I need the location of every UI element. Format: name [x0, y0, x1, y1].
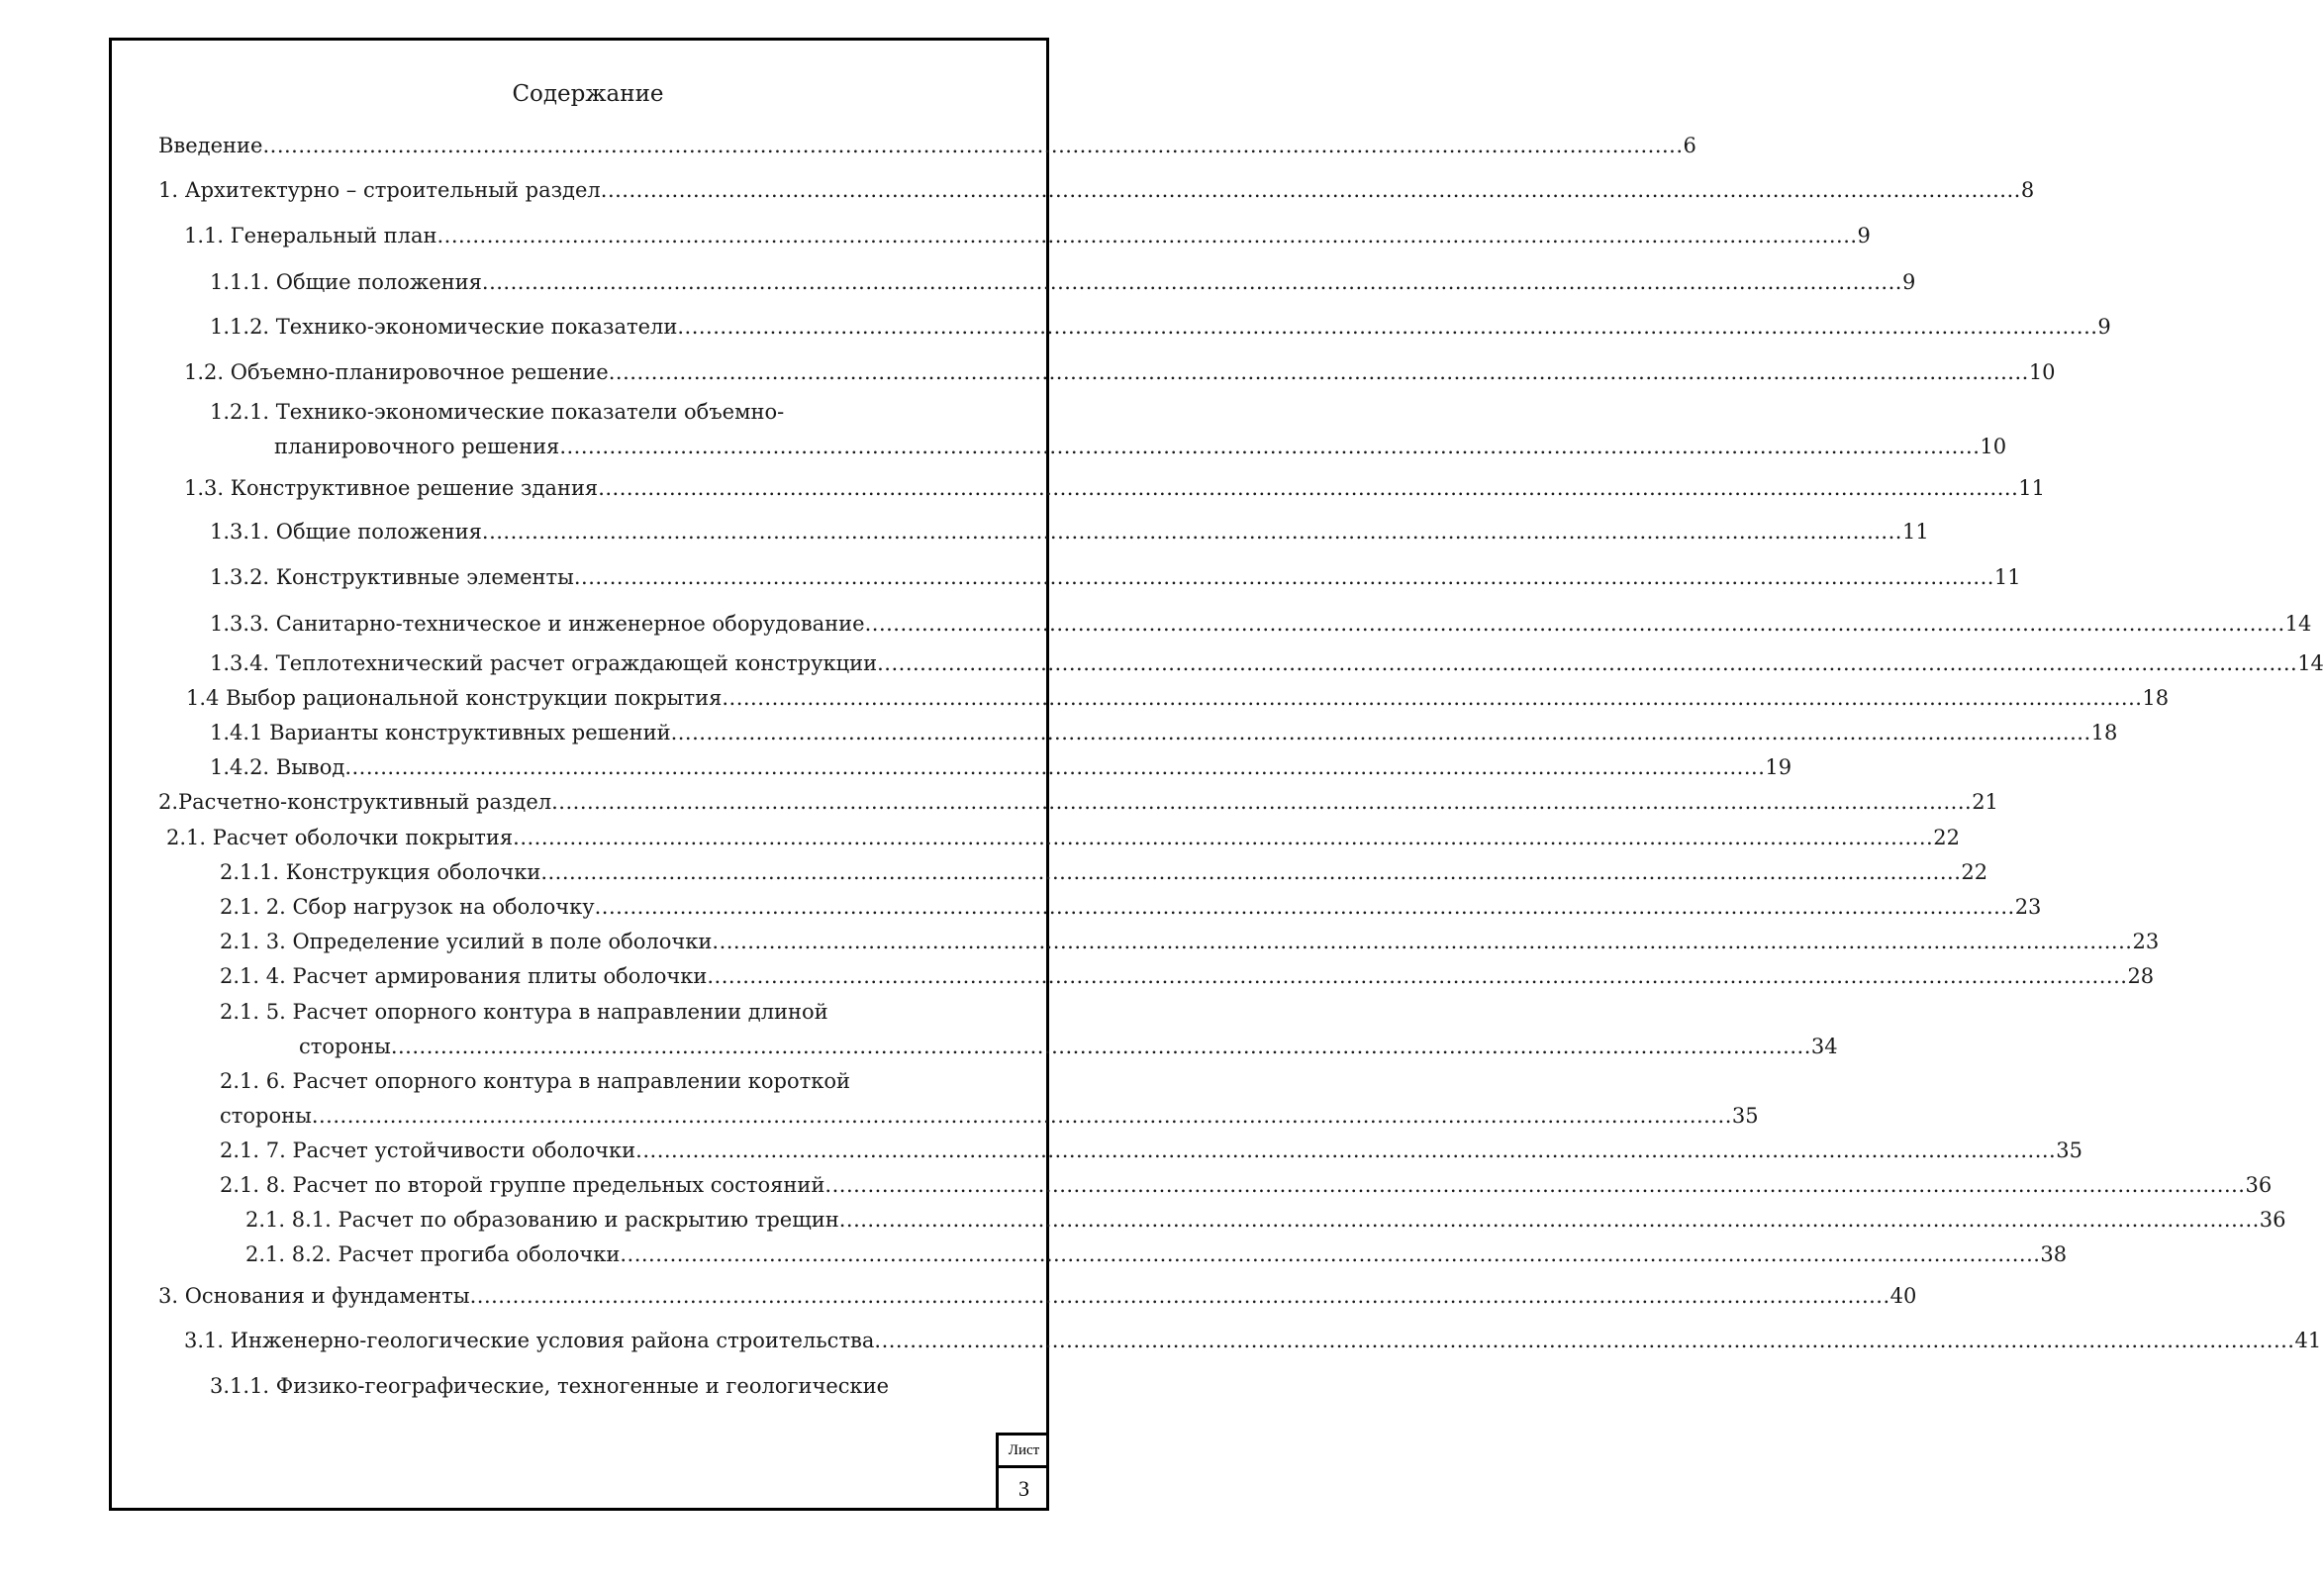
toc-entry	[220, 997, 828, 1027]
dot-leader: ........................................................................................................................................................................................................	[874, 1329, 2295, 1352]
dot-leader: ........................................................................................................................................................................................................	[481, 270, 1902, 294]
dot-leader: ........................................................................................................................................................................................................	[436, 224, 1858, 248]
toc-entry-page: 21	[1972, 790, 1998, 814]
toc-entry-title: 1.4.2. Вывод	[210, 755, 345, 779]
toc-entry-title: 1.2.1. Технико-экономические показатели объемно-	[210, 400, 785, 424]
toc-entry-page: 34	[1810, 1035, 1838, 1058]
dot-leader: ........................................................................................................................................................................................................	[559, 435, 1981, 458]
toc-entry	[220, 961, 2155, 991]
toc-entry	[210, 752, 1792, 782]
toc-entry-page: 18	[2142, 686, 2170, 710]
toc-entry-page: 8	[2020, 178, 2035, 202]
toc-entry-title: 2.1. 7. Расчет устойчивости оболочки	[220, 1139, 636, 1162]
dot-leader: ........................................................................................................................................................................................................	[635, 1139, 2057, 1162]
toc-entry-title: стороны	[220, 1104, 312, 1128]
toc-entry	[220, 927, 2160, 956]
toc-entry-title: 2.1. 8. Расчет по второй группе предельных состояний	[220, 1173, 825, 1197]
toc-entry-page: 6	[1683, 134, 1696, 157]
toc-entry-page: 38	[2040, 1242, 2068, 1266]
dot-leader: ........................................................................................................................................................................................................	[712, 930, 2133, 953]
dot-leader: ........................................................................................................................................................................................................	[707, 964, 2128, 988]
toc-entry-title: 1.1.1. Общие положения	[210, 270, 482, 294]
toc-entry	[210, 1371, 889, 1401]
toc-entry	[158, 131, 1696, 160]
dot-leader: ........................................................................................................................................................................................................	[877, 651, 2298, 675]
dot-leader: ........................................................................................................................................................................................................	[838, 1208, 2260, 1232]
toc-entry	[210, 312, 2111, 342]
toc-entry	[184, 357, 2056, 387]
toc-entry-title: 2.1. 8.1. Расчет по образованию и раскрытию трещин	[245, 1208, 839, 1232]
toc-entry-title: 2.1. 5. Расчет опорного контура в направлении длиной	[220, 1000, 828, 1024]
toc-entry-page: 35	[2056, 1139, 2082, 1162]
toc-entry-title: 3. Основания и фундаменты	[158, 1284, 470, 1308]
toc-entry-page: 9	[1857, 224, 1871, 248]
toc-entry-title: 2.1. Расчет оболочки покрытия	[166, 826, 514, 849]
toc-entry-title: 1.4.1 Варианты конструктивных решений	[210, 721, 671, 744]
toc-entry-title: 2.1. 4. Расчет армирования плиты оболочки	[220, 964, 708, 988]
toc-entry-title: Введение	[158, 134, 263, 157]
toc-entry-page: 9	[1901, 270, 1916, 294]
dot-leader: ........................................................................................................................................................................................................	[824, 1173, 2246, 1197]
toc-entry	[245, 1239, 2068, 1269]
sheet-stamp	[996, 1433, 1049, 1511]
toc-entry-page: 41	[2294, 1329, 2322, 1352]
toc-entry-page: 23	[2132, 930, 2160, 953]
toc-entry-title: 1.3.1. Общие положения	[210, 520, 482, 544]
toc-entry	[184, 473, 2045, 503]
sheet-label: Лист	[999, 1433, 1049, 1468]
dot-leader: ........................................................................................................................................................................................................	[481, 520, 1902, 544]
dot-leader: ........................................................................................................................................................................................................	[469, 1284, 1890, 1308]
toc-entry-page: 11	[2018, 476, 2045, 500]
toc-entry-title: 1.3.3. Санитарно-техническое и инженерное оборудование	[210, 612, 865, 636]
toc-entry	[220, 892, 2042, 922]
dot-leader: ........................................................................................................................................................................................................	[311, 1104, 1732, 1128]
toc-entry	[158, 175, 2035, 205]
toc-entry-title: 2.1. 6. Расчет опорного контура в направлении короткой	[220, 1069, 851, 1093]
dot-leader: ........................................................................................................................................................................................................	[513, 826, 1934, 849]
toc-entry	[186, 683, 2170, 713]
toc-entry	[210, 562, 2021, 592]
toc-entry-title: 1. Архитектурно – строительный раздел	[158, 178, 601, 202]
dot-leader: ........................................................................................................................................................................................................	[677, 315, 2098, 339]
toc-entry-page: 36	[2259, 1208, 2286, 1232]
toc-entry	[210, 718, 2118, 747]
toc-entry	[220, 1101, 1759, 1131]
page-title: Содержание	[512, 81, 664, 107]
toc-entry	[274, 432, 2007, 461]
toc-entry-page: 14	[2284, 612, 2312, 636]
toc-entry-page: 40	[1889, 1284, 1917, 1308]
toc-entry-page: 22	[1933, 826, 1960, 849]
toc-entry-page: 35	[1731, 1104, 1759, 1128]
dot-leader: ........................................................................................................................................................................................................	[390, 1035, 1811, 1058]
dot-leader: ........................................................................................................................................................................................................	[551, 790, 1973, 814]
dot-leader: ........................................................................................................................................................................................................	[608, 360, 2029, 384]
toc-entry-page: 18	[2090, 721, 2118, 744]
dot-leader: ........................................................................................................................................................................................................	[344, 755, 1766, 779]
toc-entry-page: 36	[2245, 1173, 2273, 1197]
toc-entry-title: 1.3. Конструктивное решение здания	[184, 476, 599, 500]
toc-entry-page: 10	[1980, 435, 2007, 458]
toc-entry	[166, 823, 1960, 852]
toc-entry-page: 19	[1765, 755, 1792, 779]
toc-entry	[158, 1281, 1917, 1311]
toc-entry-title: 2.Расчетно-конструктивный раздел	[158, 790, 552, 814]
toc-entry-title: 1.4 Выбор рациональной конструкции покрытия	[186, 686, 723, 710]
toc-entry-page: 11	[1901, 520, 1929, 544]
toc-entry	[210, 648, 2324, 678]
toc-entry	[184, 1326, 2322, 1355]
dot-leader: ........................................................................................................................................................................................................	[600, 178, 2021, 202]
toc-entry-title: 1.2. Объемно-планировочное решение	[184, 360, 609, 384]
toc-entry	[158, 787, 1998, 817]
sheet-number: 3	[1018, 1476, 1029, 1501]
toc-entry-title: 1.3.4. Теплотехнический расчет ограждающей конструкции	[210, 651, 878, 675]
toc-entry-page: 23	[2014, 895, 2042, 919]
dot-leader: ........................................................................................................................................................................................................	[594, 895, 2015, 919]
toc-entry-title: стороны	[299, 1035, 391, 1058]
dot-leader: ........................................................................................................................................................................................................	[573, 565, 1994, 589]
toc-entry-title: 3.1. Инженерно-геологические условия района строительства	[184, 1329, 875, 1352]
toc-entry	[184, 221, 1871, 250]
toc-entry-title: 2.1. 8.2. Расчет прогиба оболочки	[245, 1242, 621, 1266]
dot-leader: ........................................................................................................................................................................................................	[670, 721, 2091, 744]
toc-entry-title: 2.1. 2. Сбор нагрузок на оболочку	[220, 895, 595, 919]
toc-entry	[220, 857, 1988, 887]
dot-leader: ........................................................................................................................................................................................................	[620, 1242, 2041, 1266]
toc-entry-page: 22	[1961, 860, 1988, 884]
toc-entry-title: планировочного решения	[274, 435, 560, 458]
toc-entry-page: 14	[2297, 651, 2324, 675]
toc-entry-title: 2.1.1. Конструкция оболочки	[220, 860, 541, 884]
dot-leader: ........................................................................................................................................................................................................	[864, 612, 2285, 636]
toc-entry-title: 1.3.2. Конструктивные элементы	[210, 565, 574, 589]
toc-entry-page: 9	[2097, 315, 2111, 339]
toc-entry-title: 1.1.2. Технико-экономические показатели	[210, 315, 678, 339]
toc-entry	[220, 1170, 2273, 1200]
toc-entry-page: 10	[2028, 360, 2056, 384]
toc-entry-title: 1.1. Генеральный план	[184, 224, 437, 248]
toc-entry	[220, 1136, 2082, 1165]
toc-entry-title: 3.1.1. Физико-географические, техногенные и геологические	[210, 1374, 890, 1398]
toc-entry	[210, 609, 2312, 639]
dot-leader: ........................................................................................................................................................................................................	[722, 686, 2143, 710]
toc-entry	[245, 1205, 2286, 1235]
dot-leader: ........................................................................................................................................................................................................	[262, 134, 1684, 157]
toc-entry	[210, 267, 1916, 297]
toc-entry-page: 11	[1993, 565, 2021, 589]
dot-leader: ........................................................................................................................................................................................................	[540, 860, 1962, 884]
dot-leader: ........................................................................................................................................................................................................	[598, 476, 2019, 500]
toc-entry	[299, 1032, 1838, 1061]
toc-entry	[210, 517, 1929, 546]
toc-entry-page: 28	[2127, 964, 2155, 988]
toc-entry	[210, 397, 784, 427]
toc-entry-title: 2.1. 3. Определение усилий в поле оболочки	[220, 930, 713, 953]
toc-entry	[220, 1066, 850, 1096]
